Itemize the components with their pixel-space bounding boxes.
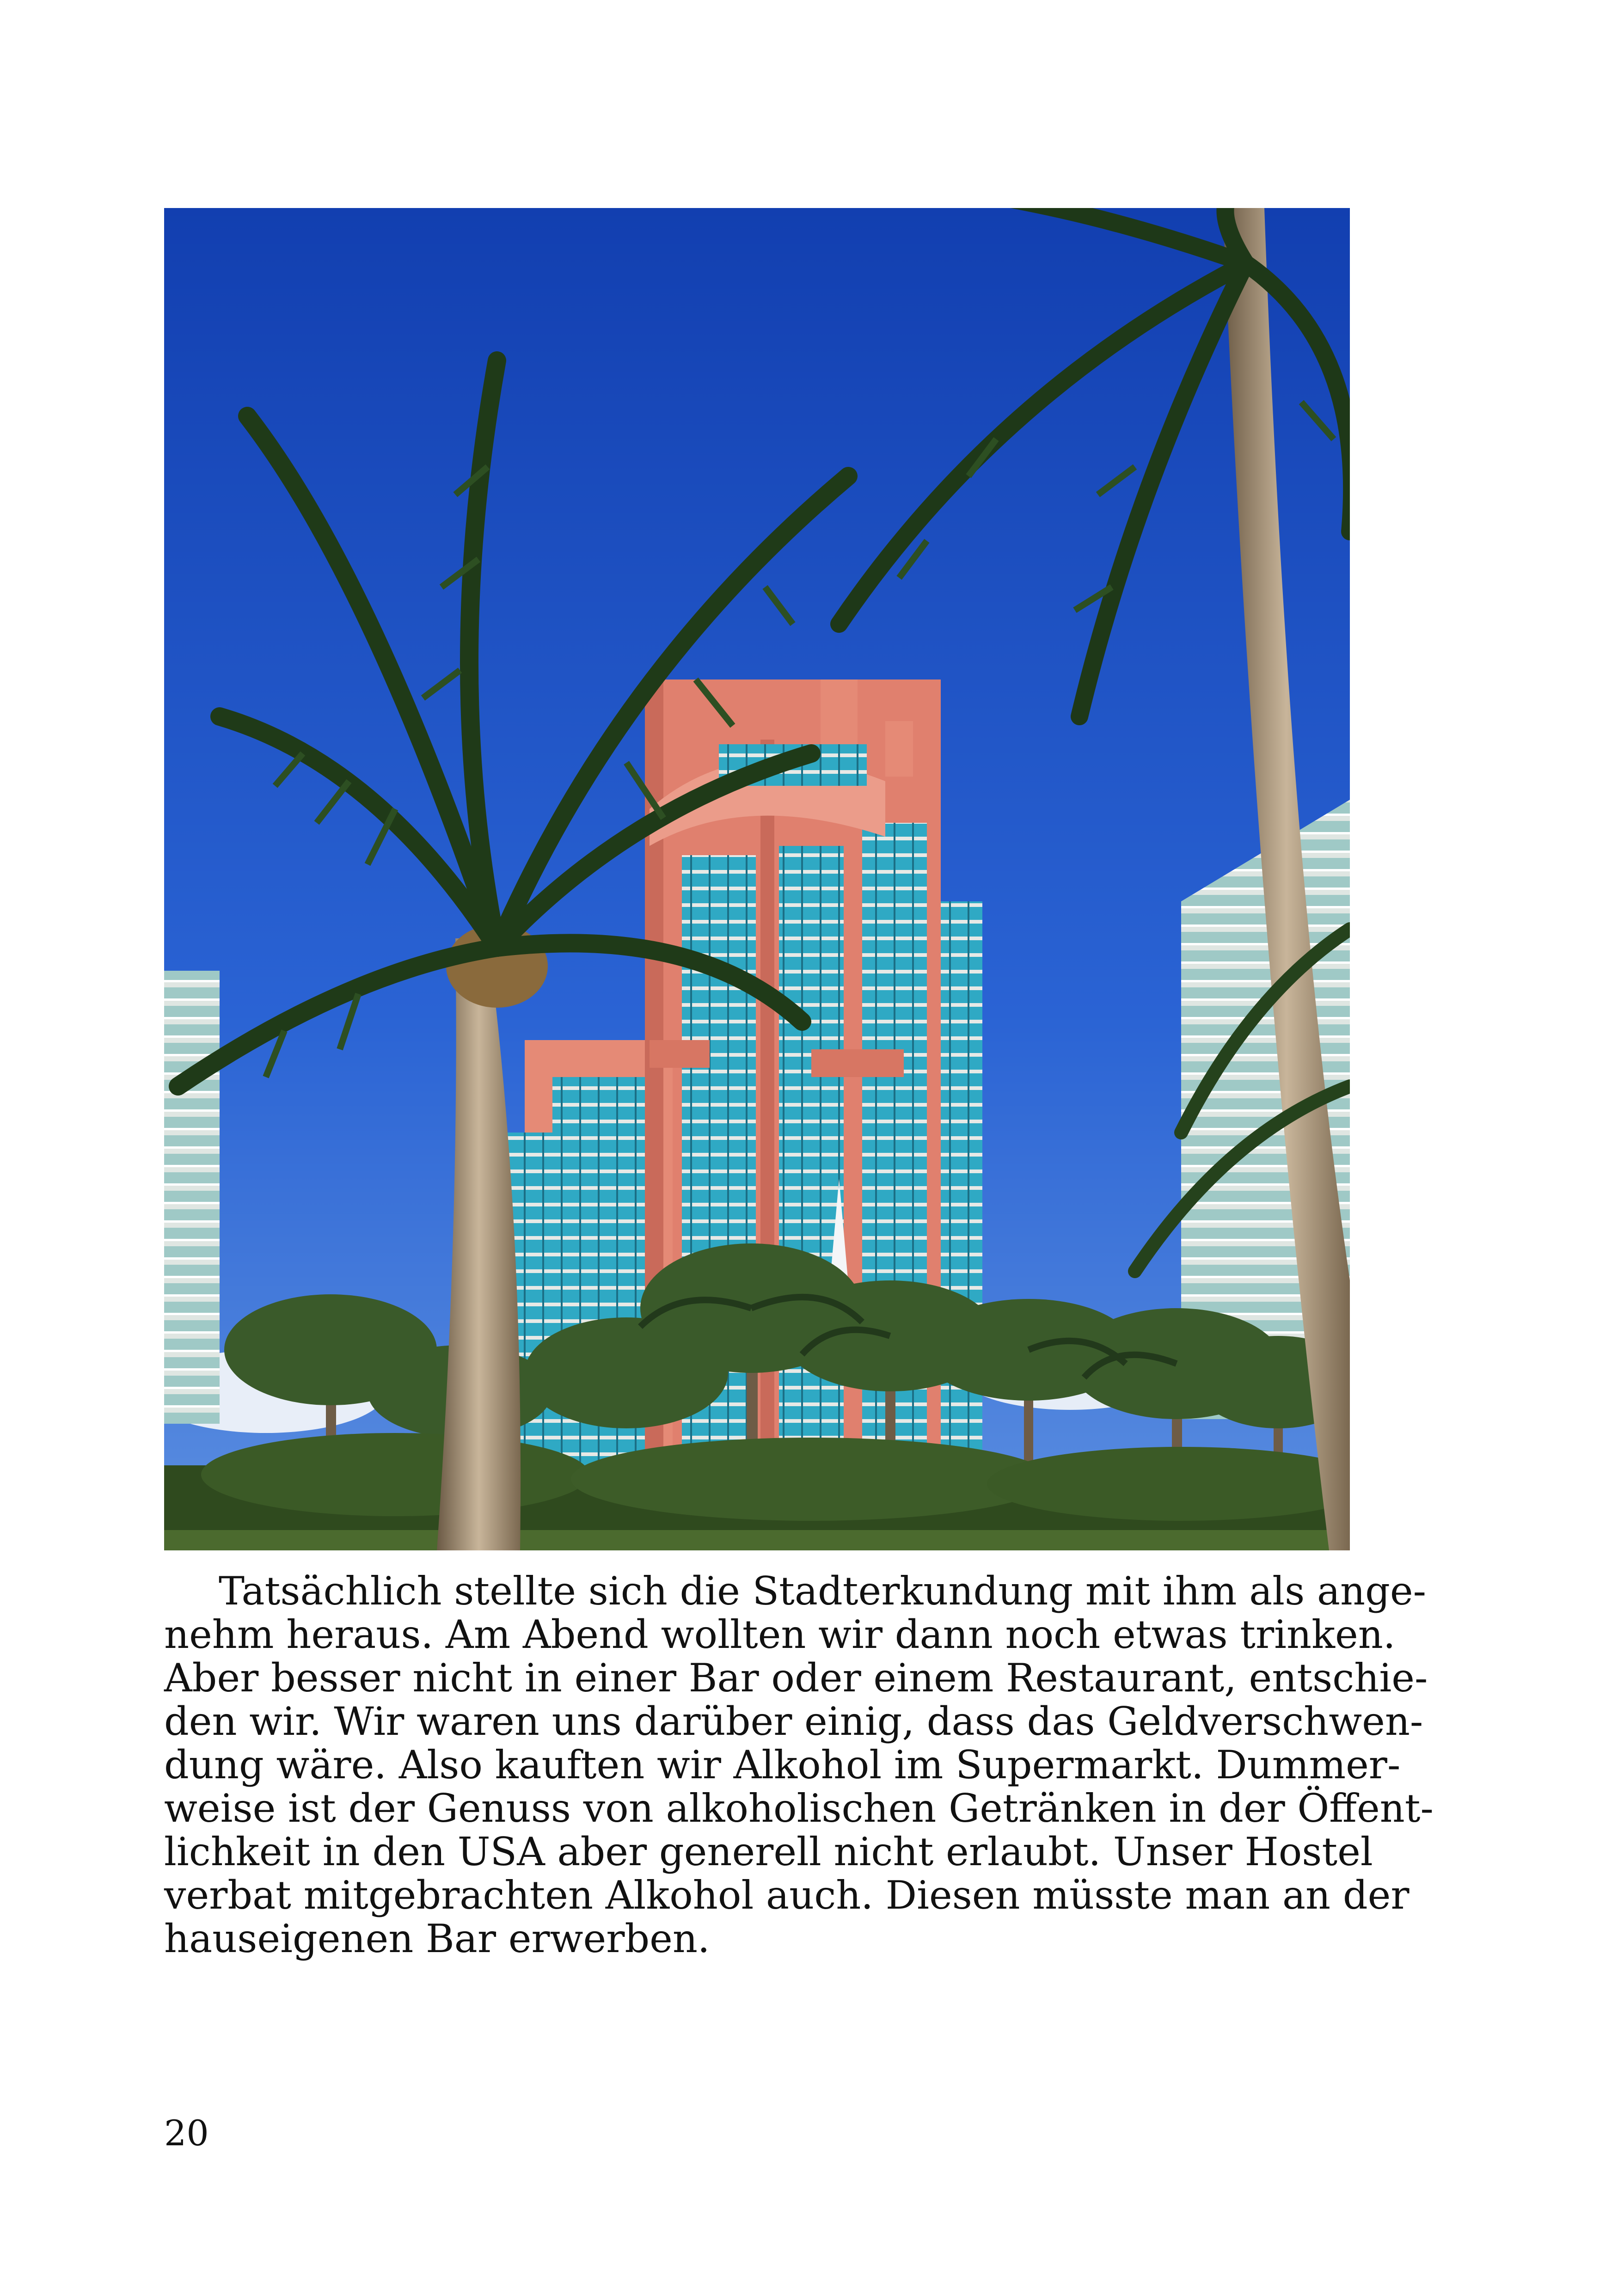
palm-trees-highrise-photo-icon — [164, 208, 1350, 1550]
text-line: den wir. Wir waren uns darüber einig, dass das Geldverschwen- — [164, 1699, 1423, 1744]
text-line: Tatsächlich stellte sich die Stadterkundung mit ihm als ange- — [219, 1568, 1426, 1614]
page-number: 20 — [164, 2112, 209, 2154]
text-line: dung wäre. Also kauften wir Alkohol im Supermarkt. Dummer- — [164, 1742, 1401, 1788]
photo-palm-trees-highrise — [164, 208, 1350, 1550]
body-text — [164, 1568, 1434, 1961]
text-line: weise ist der Genuss von alkoholischen Getränken in der Öffent- — [164, 1786, 1434, 1831]
text-line: Aber besser nicht in einer Bar oder einem Restaurant, entschie- — [164, 1655, 1428, 1701]
text-line: hauseigenen Bar erwerben. — [164, 1916, 710, 1961]
text-line: verbat mitgebrachten Alkohol auch. Diesen müsste man an der — [164, 1873, 1410, 1918]
text-line: nehm heraus. Am Abend wollten wir dann noch etwas trinken. — [164, 1612, 1396, 1657]
text-line: lichkeit in den USA aber generell nicht erlaubt. Unser Hostel — [164, 1829, 1373, 1874]
